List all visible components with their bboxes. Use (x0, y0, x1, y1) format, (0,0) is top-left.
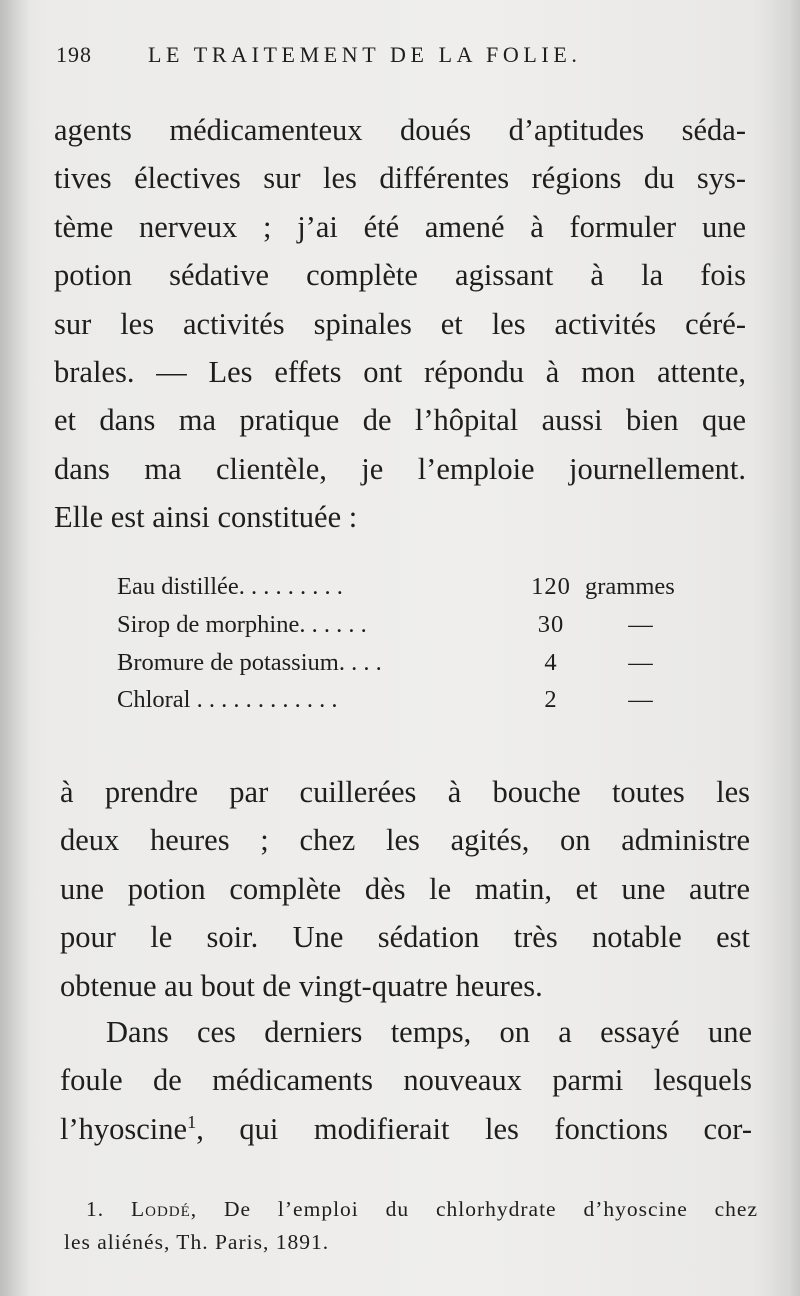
recipe-ingredient: Chloral . . . . . . . . . . . . (117, 686, 338, 714)
footnote-line (64, 1193, 758, 1226)
footnote (64, 1193, 758, 1259)
text-line: sur les activités spinales et les activités céré- (54, 306, 746, 341)
footnote-author: Loddé (130, 1197, 191, 1221)
paragraph-2 (60, 768, 750, 1010)
recipe-row (117, 644, 707, 682)
running-title: LE TRAITEMENT DE LA FOLIE. (148, 42, 582, 67)
text-line: foule de médicaments nouveaux parmi lesquels (60, 1063, 752, 1098)
page-number: 198 (56, 42, 92, 67)
recipe-ingredient: Sirop de morphine. . . . . . (117, 610, 367, 638)
text-line: pour le soir. Une sédation très notable est (60, 920, 750, 955)
text-fragment: , qui modifierait les fonctions cor- (196, 1111, 752, 1146)
text-line: agents médicamenteux doués d’aptitudes séda- (54, 113, 746, 147)
text-line: une potion complète dès le matin, et une autre (60, 871, 750, 906)
recipe-table (117, 568, 707, 719)
paragraph-1 (54, 106, 746, 542)
text-line: deux heures ; chez les agités, on administre (60, 823, 750, 858)
text-line: à prendre par cuillerées à bouche toutes les (60, 775, 750, 809)
text-line: brales. — Les effets ont répondu à mon attente, (54, 355, 746, 390)
recipe-ingredient: Bromure de potassium. . . . (117, 648, 382, 676)
text-line: potion sédative complète agissant à la fois (54, 258, 746, 293)
footnote-number: 1. (86, 1197, 105, 1221)
footnote-text: , De l’emploi du chlorhydrate d’hyoscine chez (190, 1197, 759, 1221)
page-right-shadow (772, 0, 800, 1296)
recipe-unit: — (628, 610, 653, 638)
running-header (56, 42, 756, 76)
recipe-unit: grammes (585, 573, 675, 600)
text-line: dans ma clientèle, je l’emploie journellement. (54, 451, 746, 486)
recipe-row (117, 568, 707, 606)
recipe-row (117, 606, 707, 644)
text-line: et dans ma pratique de l’hôpital aussi bien que (54, 403, 746, 438)
footnote-reference: 1 (187, 1111, 197, 1132)
recipe-ingredient: Eau distillée. . . . . . . . . (117, 573, 343, 600)
footnote-line: les aliénés, Th. Paris, 1891. (64, 1230, 330, 1254)
text-line: tème nerveux ; j’ai été amené à formuler une (54, 209, 746, 244)
recipe-unit: — (628, 686, 653, 714)
text-line-with-reference (60, 1105, 752, 1153)
recipe-unit: — (628, 648, 653, 676)
text-line: Elle est ainsi constituée : (54, 500, 358, 535)
paragraph-3 (60, 1008, 752, 1153)
recipe-quantity: 4 (544, 648, 558, 676)
text-line: obtenue au bout de vingt-quatre heures. (60, 968, 543, 1003)
recipe-quantity: 120 (531, 573, 571, 600)
recipe-quantity: 2 (544, 686, 558, 714)
recipe-quantity: 30 (537, 610, 565, 638)
page-left-shadow (0, 0, 30, 1296)
recipe-row (117, 681, 707, 719)
text-line: tives électives sur les différentes régions du sys- (54, 161, 746, 196)
text-line: Dans ces derniers temps, on a essayé une (106, 1015, 752, 1049)
text-fragment: l’hyoscine (60, 1111, 188, 1146)
